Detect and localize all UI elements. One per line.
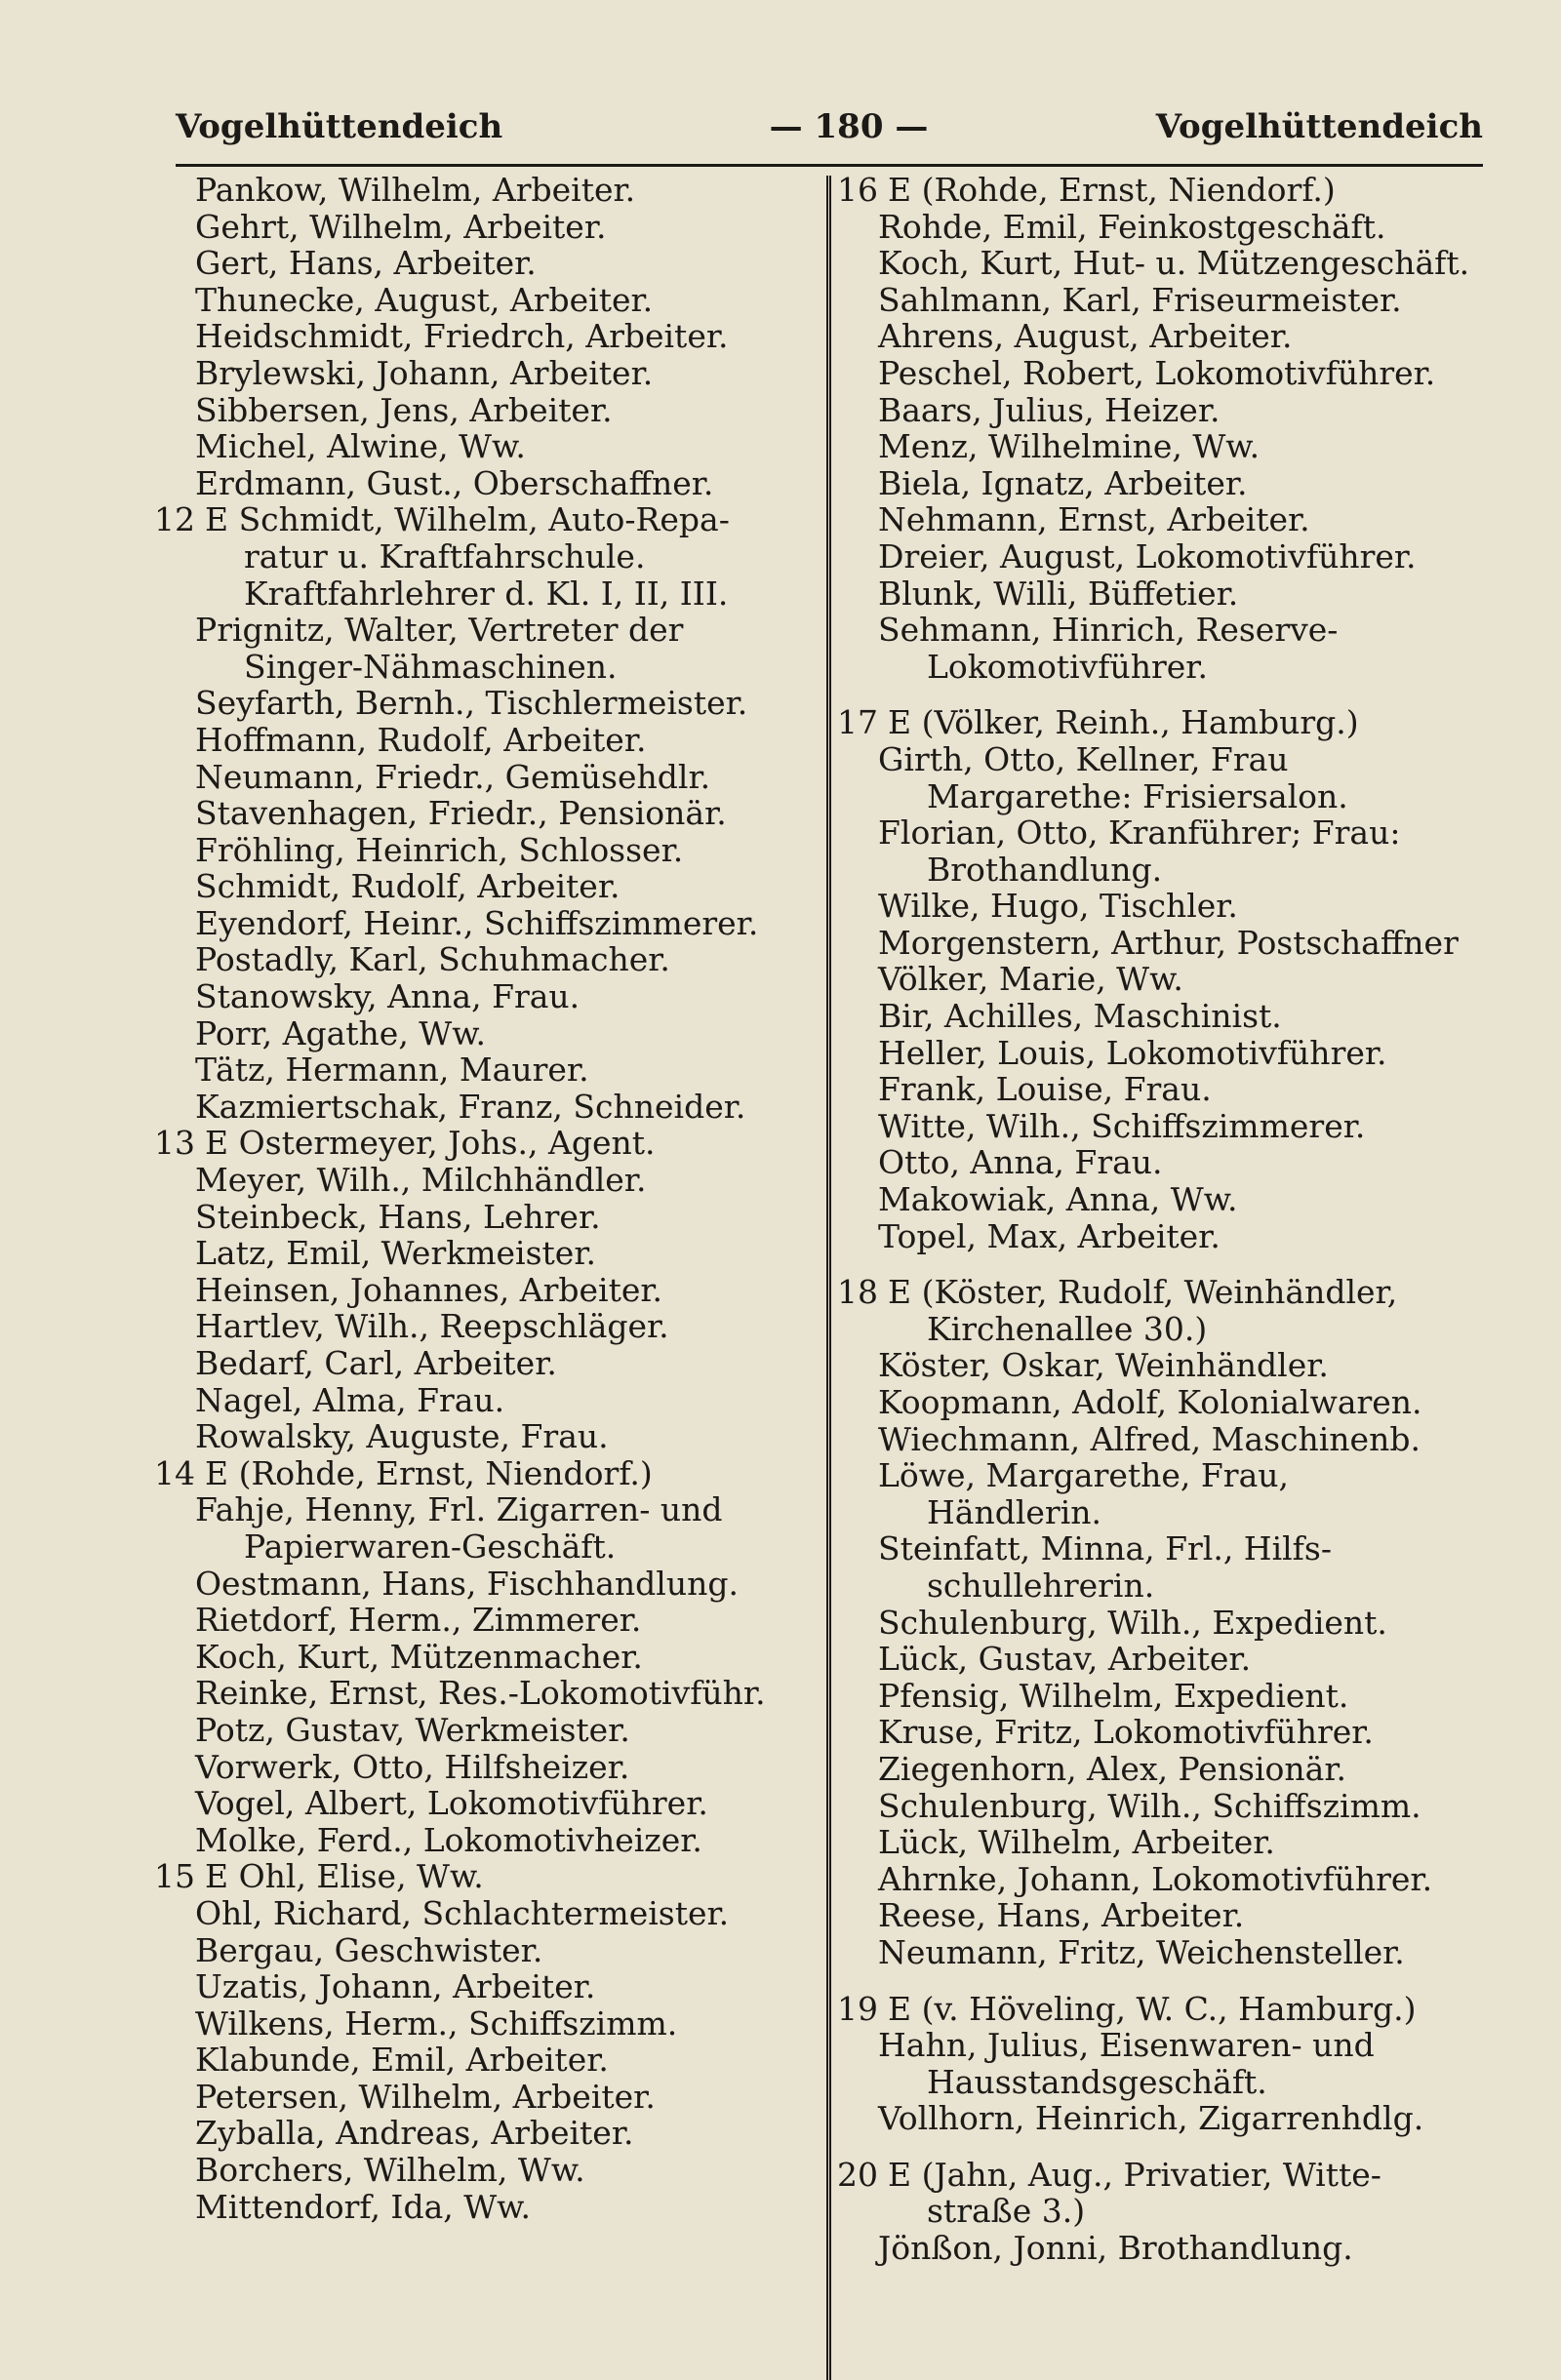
entry-text: E (Rohde, Ernst, Niendorf.) [205,1453,653,1492]
directory-line: Vollhorn, Heinrich, Zigarrenhdlg. [878,2099,1424,2138]
directory-line: Tätz, Hermann, Maurer. [195,1051,589,1090]
directory-line: Stanowsky, Anna, Frau. [195,977,580,1016]
directory-line: Lück, Gustav, Arbeiter. [878,1640,1252,1679]
directory-line: Seyfarth, Bernh., Tischlermeister. [195,684,748,723]
directory-line: Bir, Achilles, Maschinist. [878,997,1282,1036]
directory-line: Koch, Kurt, Mützenmacher. [195,1637,643,1676]
directory-line: Nagel, Alma, Frau. [195,1380,505,1419]
directory-line: Reinke, Ernst, Res.-Lokomotivführ. [195,1674,766,1713]
directory-line: Pankow, Wilhelm, Arbeiter. [195,171,636,209]
directory-line [154,1453,820,1492]
directory-line: Margarethe: Frisiersalon. [927,776,1348,815]
directory-line: Heidschmidt, Friedrch, Arbeiter. [195,317,729,356]
directory-line: Meyer, Wilh., Milchhändler. [195,1161,647,1200]
directory-line: Eyendorf, Heinr., Schiffszimmerer. [195,903,759,942]
house-number: 13 [154,1124,195,1163]
block-gap [878,685,1522,704]
entry-text: E Ostermeyer, Johs., Agent. [205,1124,656,1163]
directory-line: straße 3.) [927,2192,1086,2231]
directory-line: Fröhling, Heinrich, Schlosser. [195,830,684,869]
directory-line: Otto, Anna, Frau. [878,1143,1163,1182]
directory-line: Topel, Max, Arbeiter. [878,1216,1221,1255]
directory-line: Neumann, Friedr., Gemüsehdlr. [195,757,711,796]
directory-line: Vogel, Albert, Lokomotivführer. [195,1784,708,1823]
directory-line: schullehrerin. [927,1566,1155,1605]
directory-line: Kraftfahrlehrer d. Kl. I, II, III. [244,574,729,613]
entry-text: E (Rohde, Ernst, Niendorf.) [888,171,1336,209]
directory-line [837,1273,1522,1312]
directory-line: Brothandlung. [927,850,1163,889]
directory-line: Steinbeck, Hans, Lehrer. [195,1197,601,1236]
directory-line: Rohde, Emil, Feinkostgeschäft. [878,207,1386,246]
directory-line: Ahrnke, Johann, Lokomotivführer. [878,1859,1433,1898]
header-rule [176,164,1483,167]
directory-line: Sahlmann, Karl, Friseurmeister. [878,280,1402,319]
directory-line: Molke, Ferd., Lokomotivheizer. [195,1820,702,1859]
directory-line: Latz, Emil, Werkmeister. [195,1234,596,1273]
entry-text: E Schmidt, Wilhelm, Auto-Repa- [205,500,730,539]
directory-line: Singer-Nähmaschinen. [244,647,618,686]
page-number: — 180 — [769,107,929,146]
header-street-left: Vogelhüttendeich [176,107,503,146]
directory-line: Wiechmann, Alfred, Maschinenb. [878,1419,1421,1458]
directory-line: Gert, Hans, Arbeiter. [195,244,537,283]
directory-line: Erdmann, Gust., Oberschaffner. [195,463,714,502]
entry-text: E (Jahn, Aug., Privatier, Witte- [888,2155,1381,2194]
house-number: 19 [837,1989,878,2028]
directory-line [154,1124,820,1163]
entry-text: E (Völker, Reinh., Hamburg.) [888,703,1359,742]
directory-line: Stavenhagen, Friedr., Pensionär. [195,794,727,833]
house-number: 12 [154,500,195,539]
directory-line: Menz, Wilhelmine, Ww. [878,427,1261,466]
directory-line: Rowalsky, Auguste, Frau. [195,1417,609,1456]
directory-line: Thunecke, August, Arbeiter. [195,280,654,319]
directory-line: Michel, Alwine, Ww. [195,427,526,466]
directory-line: Ohl, Richard, Schlachtermeister. [195,1893,730,1932]
house-number: 14 [154,1453,195,1492]
directory-line: Heinsen, Johannes, Arbeiter. [195,1270,663,1309]
directory-line: Sibbersen, Jens, Arbeiter. [195,390,613,429]
directory-line: Klabunde, Emil, Arbeiter. [195,2041,609,2080]
directory-line: Fahje, Henny, Frl. Zigarren- und [195,1490,723,1529]
directory-line: Bedarf, Carl, Arbeiter. [195,1344,557,1382]
directory-line: Kirchenallee 30.) [927,1309,1208,1348]
directory-line: Peschel, Robert, Lokomotivführer. [878,353,1436,392]
directory-line: Kazmiertschak, Franz, Schneider. [195,1087,746,1126]
right-column [837,171,1522,2268]
directory-line: Hoffmann, Rudolf, Arbeiter. [195,720,647,759]
directory-line: Steinfatt, Minna, Frl., Hilfs- [878,1529,1332,1568]
directory-line: Sehmann, Hinrich, Reserve- [878,611,1339,650]
directory-line: Petersen, Wilhelm, Arbeiter. [195,2077,656,2116]
directory-line: Blunk, Willi, Büffetier. [878,574,1239,613]
directory-line: Köster, Oskar, Weinhändler. [878,1346,1329,1385]
directory-line: Hartlev, Wilh., Reepschläger. [195,1307,669,1346]
directory-line: Wilke, Hugo, Tischler. [878,887,1238,926]
directory-line: Lokomotivführer. [927,647,1208,686]
directory-line: ratur u. Kraftfahrschule. [244,536,646,575]
directory-line: Koopmann, Adolf, Kolonialwaren. [878,1383,1422,1421]
directory-line: Brylewski, Johann, Arbeiter. [195,353,654,392]
directory-line: Uzatis, Johann, Arbeiter. [195,1967,596,2006]
directory-line [154,500,820,539]
directory-line: Dreier, August, Lokomotivführer. [878,536,1417,575]
directory-line: Heller, Louis, Lokomotivführer. [878,1033,1387,1072]
directory-line: Biela, Ignatz, Arbeiter. [878,463,1248,502]
directory-line: Witte, Wilh., Schiffszimmerer. [878,1106,1366,1145]
directory-line: Jönßon, Jonni, Brothandlung. [878,2229,1353,2268]
directory-line: Bergau, Geschwister. [195,1930,543,1969]
directory-line: Potz, Gustav, Werkmeister. [195,1710,630,1749]
directory-line: Schulenburg, Wilh., Schiffszimm. [878,1786,1421,1825]
directory-line: Koch, Kurt, Hut- u. Mützengeschäft. [878,244,1470,283]
directory-line: Ahrens, August, Arbeiter. [878,317,1293,356]
directory-line: Rietdorf, Herm., Zimmerer. [195,1601,642,1640]
directory-line: Florian, Otto, Kranführer; Frau: [878,813,1401,853]
directory-line: Baars, Julius, Heizer. [878,390,1221,429]
directory-line: Hausstandsgeschäft. [927,2062,1267,2101]
house-number: 16 [837,171,878,209]
directory-line [837,171,1522,209]
directory-line: Schulenburg, Wilh., Expedient. [878,1603,1387,1642]
house-number: 17 [837,703,878,742]
directory-line: Makowiak, Anna, Ww. [878,1180,1238,1219]
block-gap [878,1254,1522,1274]
directory-line: Schmidt, Rudolf, Arbeiter. [195,867,620,906]
house-number: 15 [154,1857,195,1896]
directory-line: Porr, Agathe, Ww. [195,1013,487,1052]
directory-line: Borchers, Wilhelm, Ww. [195,2151,585,2190]
directory-line: Völker, Marie, Ww. [878,960,1183,999]
directory-line: Postadly, Karl, Schuhmacher. [195,940,670,979]
entry-text: E Ohl, Elise, Ww. [205,1857,484,1896]
directory-line: Prignitz, Walter, Vertreter der [195,611,684,650]
directory-line: Gehrt, Wilhelm, Arbeiter. [195,207,607,246]
directory-line: Morgenstern, Arthur, Postschaffner [878,923,1459,962]
directory-line: Reese, Hans, Arbeiter. [878,1896,1245,1935]
directory-line: Nehmann, Ernst, Arbeiter. [878,500,1310,539]
directory-line [837,703,1522,742]
page-header [176,98,1483,156]
directory-line: Mittendorf, Ida, Ww. [195,2187,531,2226]
directory-line: Kruse, Fritz, Lokomotivführer. [878,1713,1374,1752]
entry-text: E (v. Höveling, W. C., Hamburg.) [888,1989,1417,2028]
block-gap [878,1971,1522,1991]
directory-line [837,1989,1522,2028]
directory-line: Vorwerk, Otto, Hilfsheizer. [195,1747,630,1786]
directory-line: Pfensig, Wilhelm, Expedient. [878,1676,1349,1715]
directory-line: Papierwaren-Geschäft. [244,1527,617,1566]
left-column [154,171,820,2226]
house-number: 20 [837,2155,878,2194]
directory-line: Frank, Louise, Frau. [878,1070,1212,1109]
house-number: 18 [837,1273,878,1312]
directory-line: Händlerin. [927,1492,1101,1531]
directory-line: Girth, Otto, Kellner, Frau [878,739,1289,778]
directory-line: Oestmann, Hans, Fischhandlung. [195,1564,739,1603]
directory-line: Neumann, Fritz, Weichensteller. [878,1932,1405,1971]
directory-line: Zyballa, Andreas, Arbeiter. [195,2114,634,2153]
block-gap [878,2137,1522,2157]
directory-line: Hahn, Julius, Eisenwaren- und [878,2026,1375,2065]
entry-text: E (Köster, Rudolf, Weinhändler, [888,1273,1398,1312]
directory-line [154,1857,820,1896]
directory-line: Löwe, Margarethe, Frau, [878,1456,1289,1495]
header-street-right: Vogelhüttendeich [1155,107,1483,146]
directory-line: Ziegenhorn, Alex, Pensionär. [878,1749,1346,1788]
directory-line [837,2155,1522,2194]
directory-line: Lück, Wilhelm, Arbeiter. [878,1823,1275,1862]
directory-line: Wilkens, Herm., Schiffszimm. [195,2003,678,2043]
